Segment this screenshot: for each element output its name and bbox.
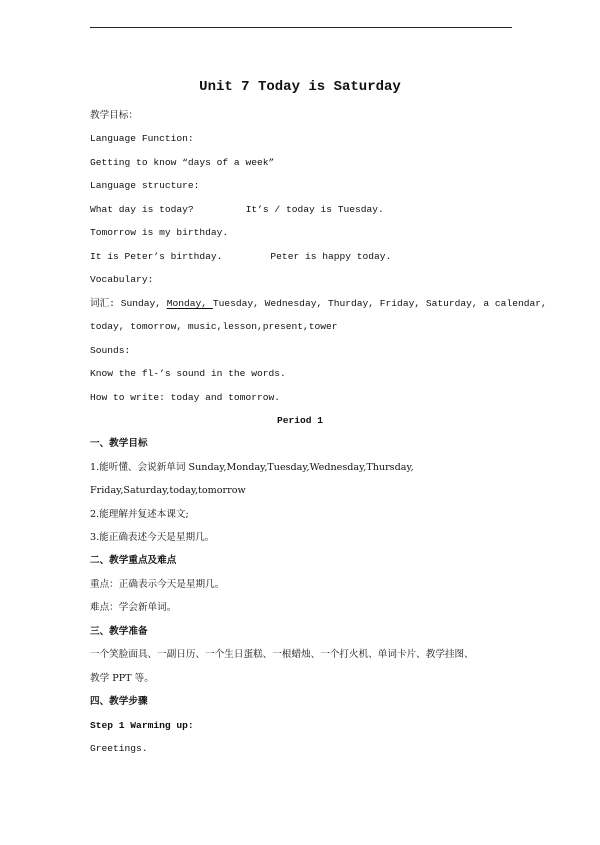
vocab-underlined-word: Monday, — [166, 298, 213, 309]
structure-answer: It’s / today is Tuesday. — [245, 204, 384, 215]
objective-item-3: 3.能正确表述今天是星期几。 — [90, 532, 215, 543]
structure-line-3-b: Peter is happy today. — [270, 251, 392, 262]
period-heading: Period 1 — [276, 415, 324, 426]
step-1-heading: Step 1 Warming up: — [90, 720, 194, 731]
how-to-write: How to write: today and tomorrow. — [90, 392, 280, 403]
structure-line-3 — [90, 251, 391, 263]
objective-item-2: 2.能理解并复述本课文; — [90, 509, 189, 520]
section-3-heading: 三、教学准备 — [90, 626, 148, 637]
language-function-text: Getting to know “days of a week” — [90, 157, 275, 168]
greetings-text: Greetings. — [90, 743, 148, 754]
vocab-rest: Tuesday, Wednesday, Thurday, Friday, Saturday, a calendar, — [212, 298, 547, 309]
structure-line-1 — [90, 204, 384, 216]
vocab-prefix: 词汇: Sunday, — [90, 298, 167, 309]
language-structure-label: Language structure: — [90, 180, 200, 191]
structure-question: What day is today? — [90, 204, 194, 215]
objective-item-1a: 1.能听懂、会说新单词 Sunday,Monday,Tuesday,Wednesday,Thursday, — [90, 462, 414, 473]
vocabulary-line-2: today, tomorrow, music,lesson,present,tower — [90, 321, 338, 332]
page-title: Unit 7 Today is Saturday — [199, 79, 401, 95]
preparation-line-2: 教学 PPT 等。 — [90, 673, 154, 684]
section-2-heading: 二、教学重点及难点 — [90, 555, 177, 566]
vocabulary-line-1 — [90, 298, 547, 310]
language-function-label: Language Function: — [90, 133, 194, 144]
objectives-heading: 教学目标： — [90, 110, 138, 121]
vocabulary-label: Vocabulary: — [90, 274, 154, 285]
section-1-heading: 一、教学目标 — [90, 438, 148, 449]
key-point: 重点：正确表示今天是星期几。 — [90, 579, 225, 590]
section-4-heading: 四、教学步骤 — [90, 696, 148, 707]
difficulty-point: 难点：学会新单词。 — [90, 602, 177, 613]
structure-line-3-a: It is Peter’s birthday. — [90, 251, 223, 262]
sounds-label: Sounds: — [90, 345, 131, 356]
header-rule — [90, 27, 512, 28]
sounds-line: Know the fl-’s sound in the words. — [90, 368, 286, 379]
structure-line-2: Tomorrow is my birthday. — [90, 227, 229, 238]
preparation-line-1: 一个笑脸面具、一副日历、一个生日蛋糕、一根蜡烛、一个打火机、单词卡片、教学挂图、 — [90, 649, 474, 660]
objective-item-1b: Friday,Saturday,today,tomorrow — [90, 485, 246, 496]
